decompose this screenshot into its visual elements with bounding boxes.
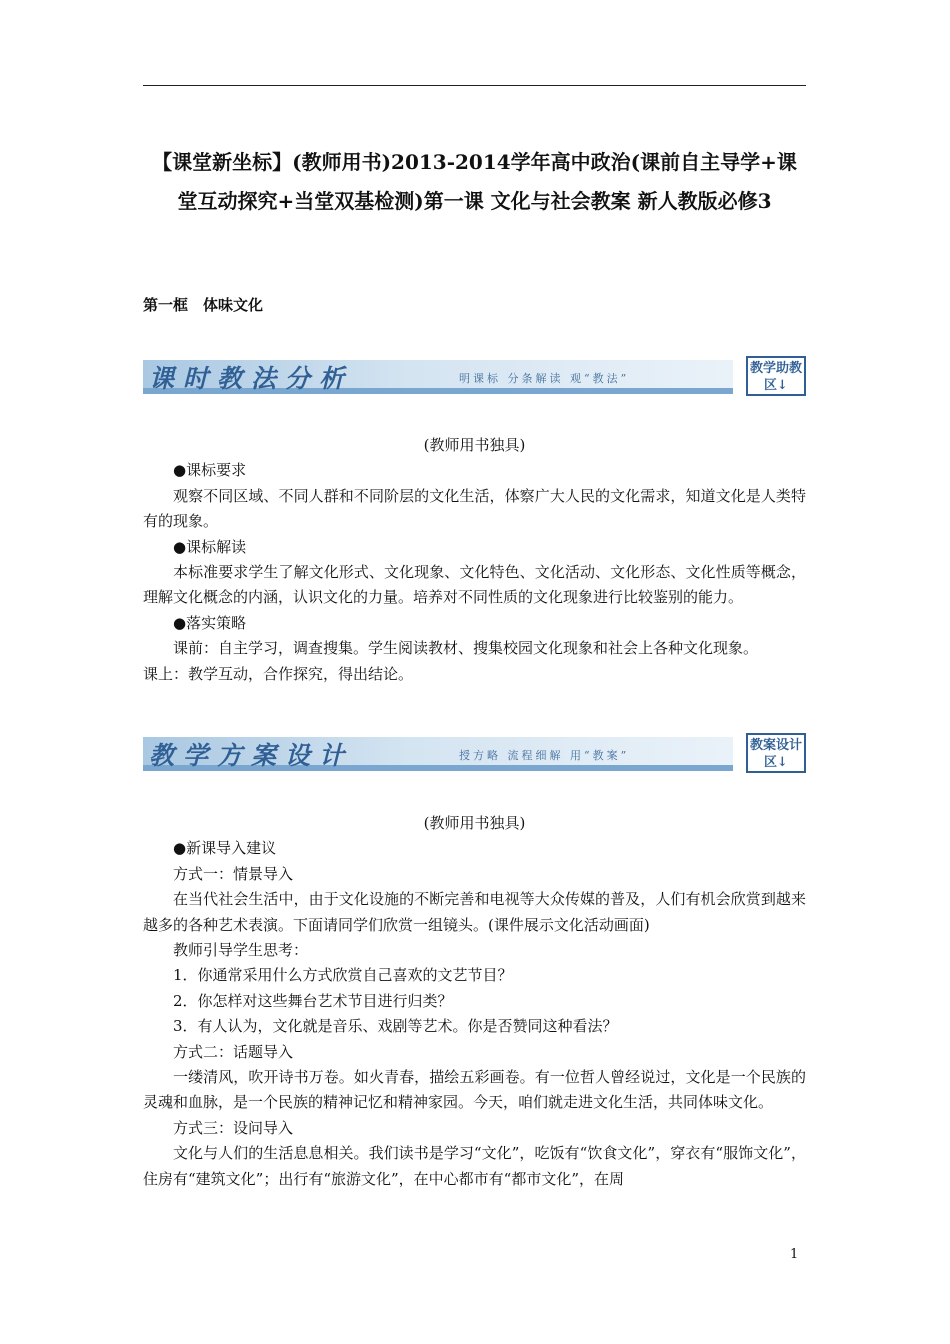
paragraph: 课前：自主学习，调查搜集。学生阅读教材、搜集校园文化现象和社会上各种文化现象。 (173, 639, 759, 658)
banner-subtitle: 授方略 流程细解 用“教案” (459, 749, 630, 762)
banner-badge-text: 教案设计区↓ (749, 738, 802, 770)
paragraph: 1．你通常采用什么方式欣赏自己喜欢的文艺节目？ (173, 966, 513, 985)
teaching-analysis-text (143, 433, 806, 687)
paragraph: 一缕清风，吹开诗书万卷。如火青春，描绘五彩画卷。有一位哲人曾经说过，文化是一个民族的灵魂和血脉，是一个民族的精神记忆和精神家园。今天，咱们就走进文化生活，共同体味文化。 (143, 1068, 806, 1112)
paragraph: (教师用书独具) (423, 814, 526, 832)
document-title: 【课堂新坐标】(教师用书)2013-2014学年高中政治(课前自主导学+课堂互动探究+当堂双基检测)第一课 文化与社会教案 新人教版必修3 (152, 150, 797, 213)
paragraph: ●落实策略 (173, 613, 247, 632)
banner-title: 课时教法分析 (149, 364, 354, 393)
paragraph: ●课标解读 (173, 537, 247, 556)
paragraph: 3．有人认为，文化就是音乐、戏剧等艺术。你是否赞同这种看法？ (173, 1017, 618, 1036)
paragraph: 文化与人们的生活息息相关。我们读书是学习“文化”，吃饭有“饮食文化”，穿衣有“服饰文化”，住房有“建筑文化”；出行有“旅游文化”，在中心都市有“都市文化”，在周 (143, 1144, 806, 1188)
paragraph: 方式二：话题导入 (173, 1042, 294, 1061)
paragraph: 方式一：情景导入 (173, 864, 294, 883)
paragraph: 方式三：设问导入 (173, 1118, 294, 1137)
banner-badge-text: 教学助教区↓ (749, 361, 802, 393)
paragraph: 课上：教学互动，合作探究，得出结论。 (143, 664, 414, 683)
header-rule (143, 85, 806, 86)
banner-plan-design (143, 731, 806, 777)
banner-teaching-analysis (143, 354, 806, 400)
paragraph: 2．你怎样对这些舞台艺术节目进行归类？ (173, 991, 453, 1010)
paragraph: (教师用书独具) (423, 436, 526, 454)
plan-design-text (143, 811, 806, 1192)
paragraph: ●课标要求 (173, 461, 247, 480)
paragraph: 本标准要求学生了解文化形式、文化现象、文化特色、文化活动、文化形态、文化性质等概念，理解文化概念的内涵，认识文化的力量。培养对不同性质的文化现象进行比较鉴别的能力。 (143, 563, 806, 607)
banner-badge (746, 733, 806, 773)
banner-badge (746, 356, 806, 396)
page-number: 1 (790, 1247, 799, 1262)
banner-title: 教学方案设计 (149, 741, 354, 770)
paragraph: 观察不同区域、不同人群和不同阶层的文化生活，体察广大人民的文化需求，知道文化是人类特有的现象。 (143, 486, 806, 531)
paragraph: 在当代社会生活中，由于文化设施的不断完善和电视等大众传媒的普及，人们有机会欣赏到越来越多的各种艺术表演。下面请同学们欣赏一组镜头。(课件展示文化活动画面) (143, 890, 806, 934)
banner-subtitle: 明课标 分条解读 观“教法” (459, 372, 630, 385)
section-heading: 第一框 体味文化 (143, 296, 264, 314)
paragraph: 教师引导学生思考： (173, 941, 309, 960)
paragraph: ●新课导入建议 (173, 839, 277, 858)
